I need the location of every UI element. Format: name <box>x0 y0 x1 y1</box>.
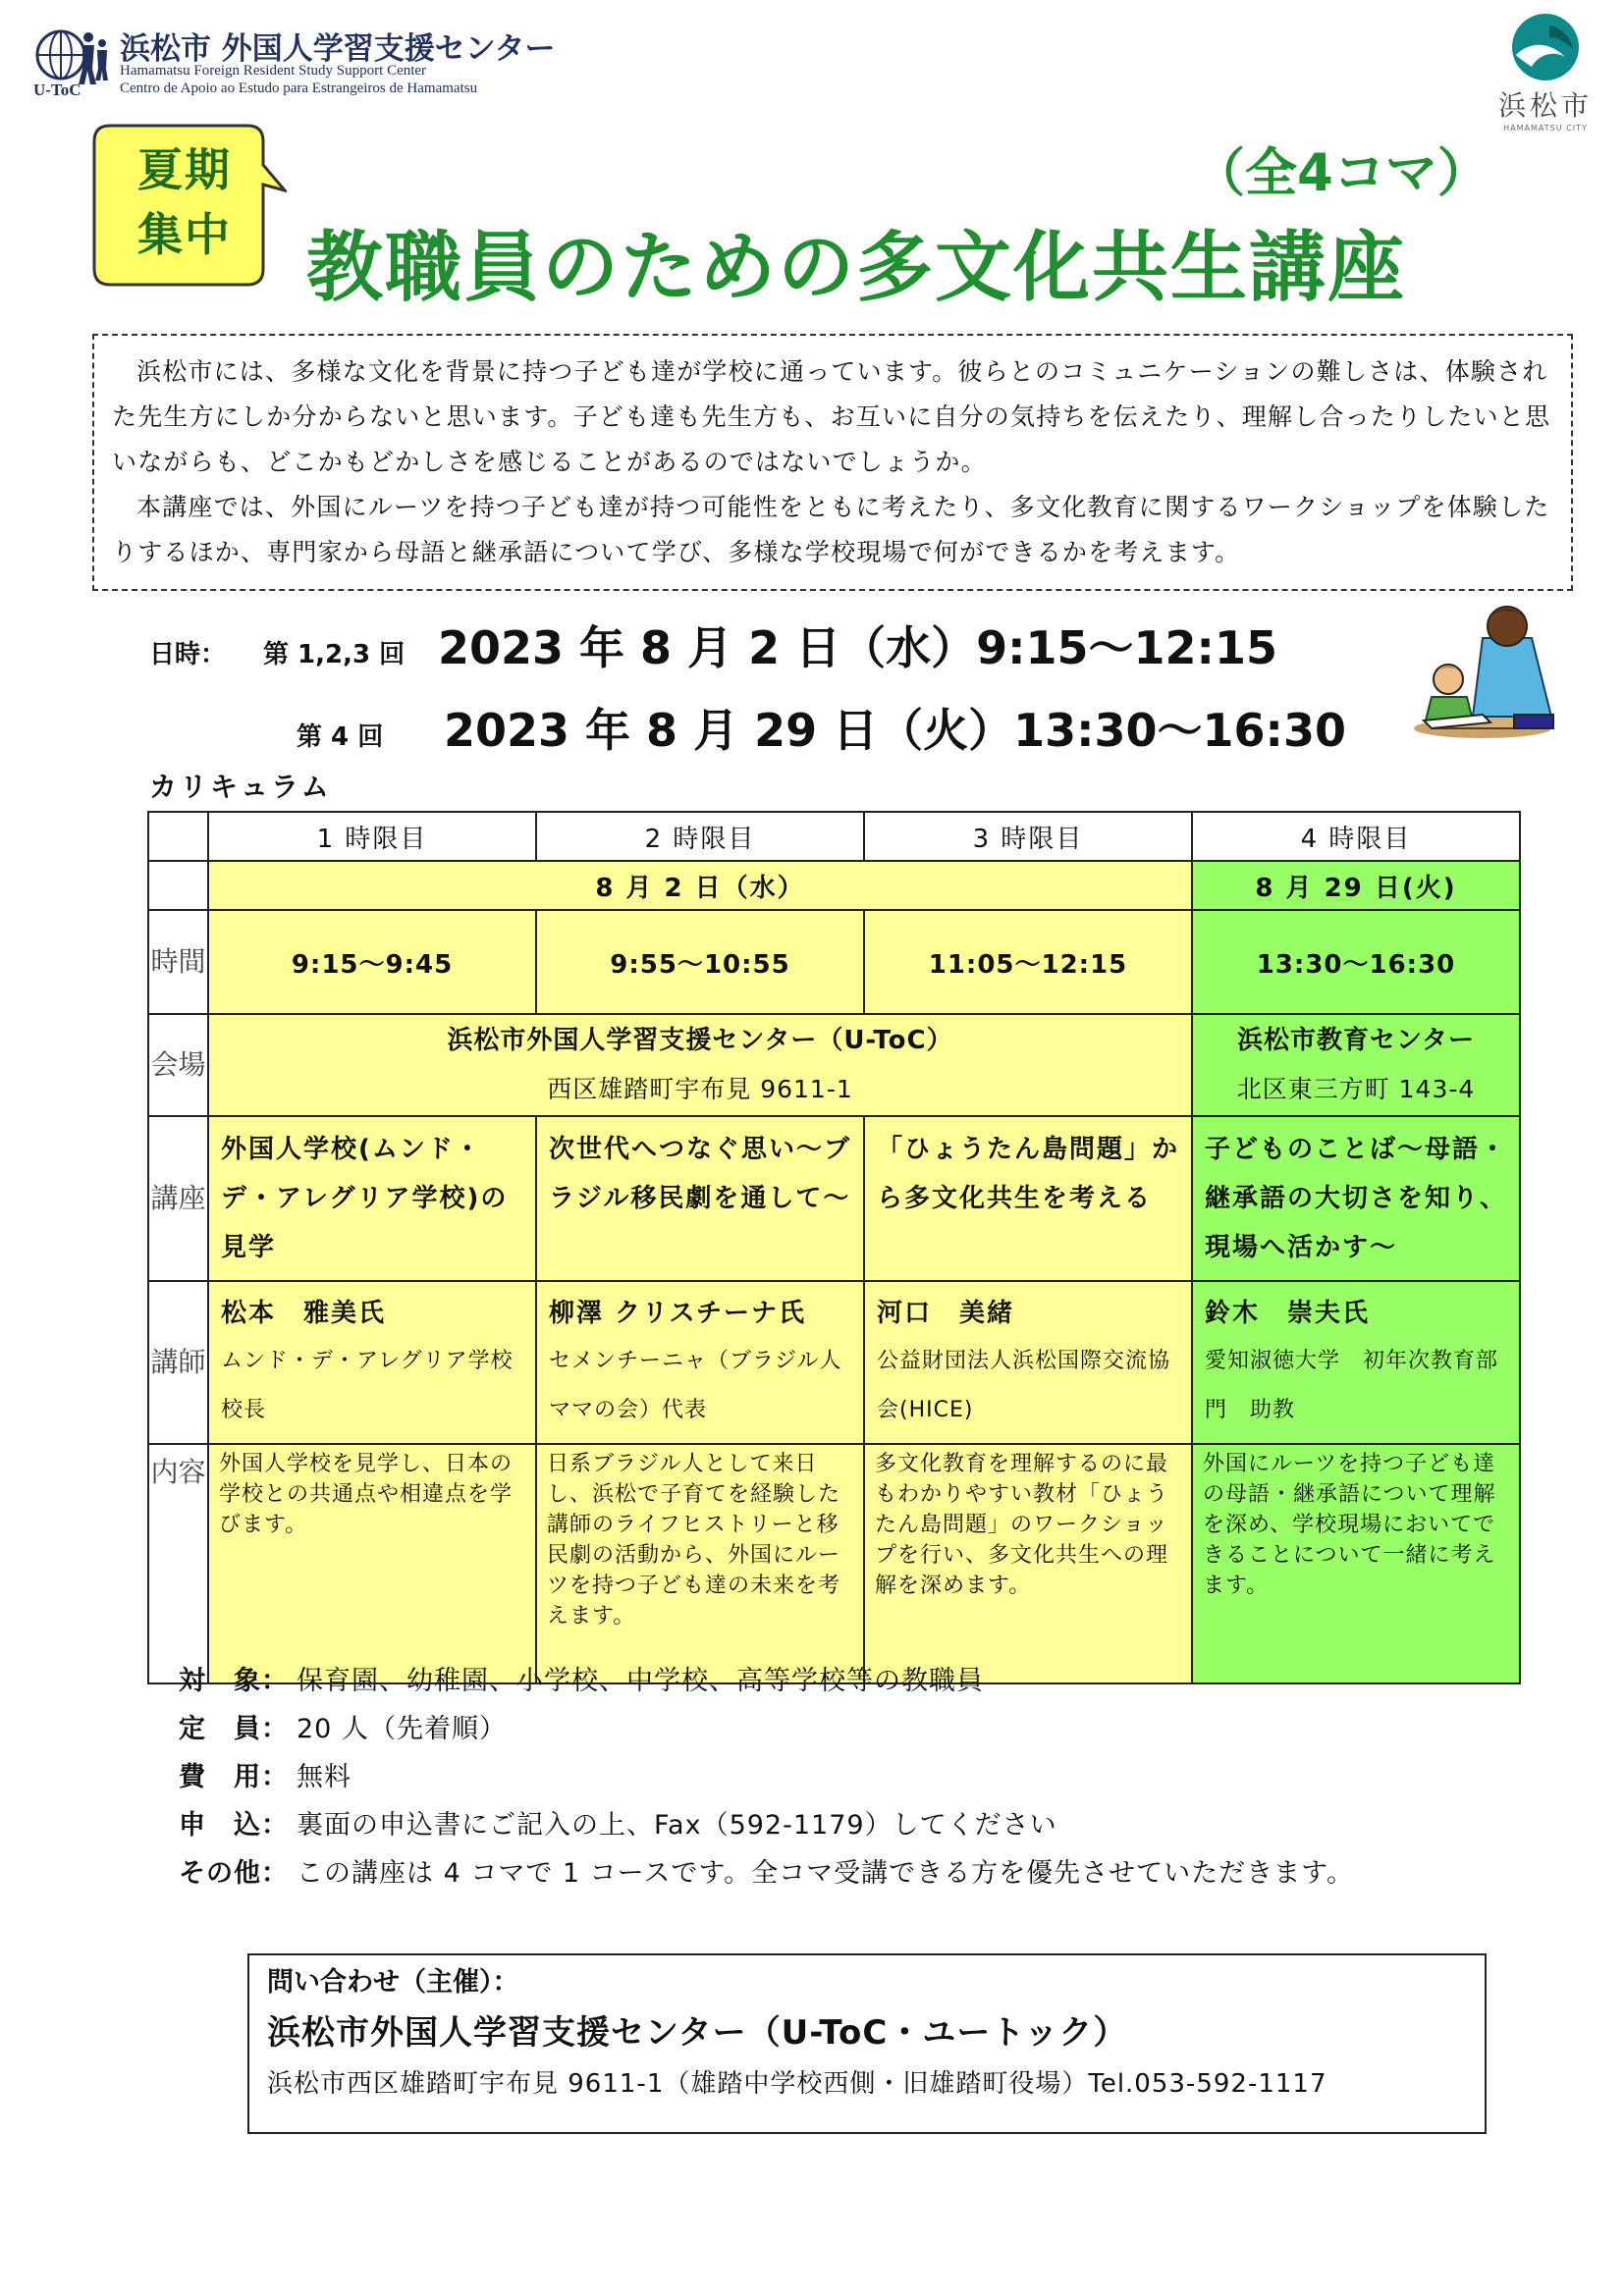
center-name-pt: Centro de Apoio ao Estudo para Estrangeiros de Hamamatsu <box>120 80 478 96</box>
center-name-en: Hamamatsu Foreign Resident Study Support Center <box>120 63 427 79</box>
venue-1-name: 浜松市外国人学習支援センター（U-ToC） <box>447 1026 953 1055</box>
info-target <box>179 1657 1354 1705</box>
info-capacity <box>179 1705 1354 1753</box>
info-value: 保育園、幼稚園、小学校、中学校、高等学校等の教職員 <box>297 1666 984 1696</box>
info-label: 定 員： <box>179 1714 289 1744</box>
teacher-student-illustration <box>1414 599 1561 746</box>
table-row <box>148 812 1520 861</box>
venue-2 <box>1192 1014 1520 1116</box>
session-count: （全4コマ） <box>1193 143 1489 203</box>
info-application <box>179 1801 1354 1849</box>
center-abbr: U-ToC <box>33 80 81 99</box>
lecturer-name: 河口 美緒 <box>877 1299 1015 1328</box>
content-cell: 外国人学校を見学し、日本の学校との共通点や相違点を学びます。 <box>208 1444 536 1683</box>
info-value: 無料 <box>297 1762 352 1792</box>
info-other <box>179 1849 1354 1897</box>
table-row <box>148 861 1520 910</box>
lecturer-name: 松本 雅美氏 <box>221 1299 387 1328</box>
lecturer-affiliation: 愛知淑徳大学 初年次教育部門 助教 <box>1205 1349 1499 1422</box>
table-row <box>148 1116 1520 1281</box>
curriculum-label: カリキュラム <box>149 771 332 803</box>
time-cell: 13:30～16:30 <box>1192 910 1520 1014</box>
time-cell: 11:05～12:15 <box>864 910 1192 1014</box>
session-2-date: 2023 年 8 月 29 日（火）13:30～16:30 <box>444 704 1346 757</box>
schedule-label: 日時： <box>149 640 227 669</box>
city-name: 浜松市 <box>1497 89 1593 122</box>
time-cell: 9:15～9:45 <box>208 910 536 1014</box>
lecturer-cell <box>1192 1281 1520 1444</box>
city-logo <box>1477 12 1614 139</box>
row-header-content: 内容 <box>148 1444 208 1683</box>
season-label <box>116 137 253 267</box>
period-header: 1 時限目 <box>208 812 536 861</box>
season-line-2: 集中 <box>137 208 232 261</box>
intro-box <box>92 334 1573 591</box>
row-header-lecturer: 講師 <box>148 1281 208 1444</box>
lecturer-cell <box>536 1281 864 1444</box>
table-row <box>148 1444 1520 1683</box>
row-header-course: 講座 <box>148 1116 208 1281</box>
lecturer-affiliation: 公益財団法人浜松国際交流協会(HICE) <box>877 1349 1171 1422</box>
info-label: その他： <box>179 1858 289 1889</box>
period-header: 4 時限目 <box>1192 812 1520 861</box>
course-cell: 次世代へつなぐ思い～ブラジル移民劇を通して～ <box>536 1116 864 1281</box>
period-header: 2 時限目 <box>536 812 864 861</box>
info-label: 申 込： <box>179 1810 289 1841</box>
venue-2-address: 北区東三方町 143-4 <box>1236 1075 1476 1103</box>
venue-1 <box>208 1014 1192 1116</box>
contact-address: 浜松市西区雄踏町宇布見 9611-1（雄踏中学校西側・旧雄踏町役場）Tel.053-592-1117 <box>267 2069 1327 2099</box>
lecturer-affiliation: セメンチーニャ（ブラジル人ママの会）代表 <box>549 1349 842 1422</box>
course-cell: 子どものことば～母語・継承語の大切さを知り、現場へ活かす～ <box>1192 1116 1520 1281</box>
intro-paragraph-2: 本講座では、外国にルーツを持つ子ども達が持つ可能性をともに考えたり、多文化教育に関するワークショップを体験したりするほか、専門家から母語と継承語について学び、多様な学校現場で何ができるかを考えます。 <box>112 493 1550 566</box>
utoc-logo <box>33 22 556 100</box>
lecturer-name: 柳澤 クリスチーナ氏 <box>549 1299 807 1328</box>
content-cell: 多文化教育を理解するのに最もわかりやすい教材「ひょうたん島問題」のワークショップを行い、多文化共生への理解を深めます。 <box>864 1444 1192 1683</box>
venue-2-name: 浜松市教育センター <box>1237 1026 1475 1055</box>
period-header: 3 時限目 <box>864 812 1192 861</box>
info-label: 費 用： <box>179 1762 289 1792</box>
table-row <box>148 1014 1520 1116</box>
corner-cell <box>148 861 208 910</box>
contact-organization: 浜松市外国人学習支援センター（U-ToC・ユートック） <box>267 2013 1128 2053</box>
course-cell: 外国人学校(ムンド・デ・アレグリア学校)の見学 <box>208 1116 536 1281</box>
lecturer-affiliation: ムンド・デ・アレグリア学校 校長 <box>221 1349 514 1422</box>
content-cell: 日系ブラジル人として来日し、浜松で子育てを経験した講師のライフヒストリーと移民劇の活動から、外国にルーツを持つ子ども達の未来を考えます。 <box>536 1444 864 1683</box>
session-1-date: 2023 年 8 月 2 日（水）9:15～12:15 <box>438 621 1277 674</box>
contact-box <box>247 1953 1487 2134</box>
info-list <box>179 1657 1354 1897</box>
info-label: 対 象： <box>179 1666 289 1696</box>
session-2-label: 第 4 回 <box>297 722 384 752</box>
info-value: この講座は 4 コマで 1 コースです。全コマ受講できる方を優先させていただきます。 <box>297 1858 1355 1889</box>
intro-paragraph-1: 浜松市には、多様な文化を背景に持つ子ども達が学校に通っています。彼らとのコミュニケーションの難しさは、体験された先生方にしか分からないと思います。子ども達も先生方も、お互いに自分の気持ちを伝えたり、理解し合ったりしたいと思いながらも、どこかもどかしさを感じることがあるのではないでしょうか。 <box>112 357 1551 476</box>
table-row <box>148 1281 1520 1444</box>
city-name-en: HAMAMATSU CITY <box>1503 124 1588 133</box>
content-cell: 外国にルーツを持つ子ども達の母語・継承語について理解を深め、学校現場においてできることについて一緒に考えます。 <box>1192 1444 1520 1683</box>
table-row <box>148 910 1520 1014</box>
page-title: 教職員のための多文化共生講座 <box>306 224 1407 312</box>
info-fee <box>179 1753 1354 1801</box>
contact-heading: 問い合わせ（主催）： <box>267 1967 519 1998</box>
info-value: 裏面の申込書にご記入の上、Fax（592-1179）してください <box>297 1810 1057 1841</box>
info-value: 20 人（先着順） <box>297 1714 507 1744</box>
lecturer-cell <box>208 1281 536 1444</box>
season-line-1: 夏期 <box>137 143 232 196</box>
row-header-venue: 会場 <box>148 1014 208 1116</box>
curriculum-table <box>147 811 1521 1684</box>
city-emblem-icon <box>1510 12 1581 82</box>
course-cell: 「ひょうたん島問題」から多文化共生を考える <box>864 1116 1192 1281</box>
date-day-1: 8 月 2 日（水） <box>208 861 1192 910</box>
row-header-time: 時間 <box>148 910 208 1014</box>
time-cell: 9:55～10:55 <box>536 910 864 1014</box>
date-day-2: 8 月 29 日(火) <box>1192 861 1520 910</box>
lecturer-name: 鈴木 崇夫氏 <box>1205 1299 1371 1328</box>
center-name-ja: 浜松市 外国人学習支援センター <box>120 31 556 67</box>
corner-cell <box>148 812 208 861</box>
lecturer-cell <box>864 1281 1192 1444</box>
session-1-label: 第 1,2,3 回 <box>263 640 406 669</box>
venue-1-address: 西区雄踏町宇布見 9611-1 <box>547 1075 853 1103</box>
